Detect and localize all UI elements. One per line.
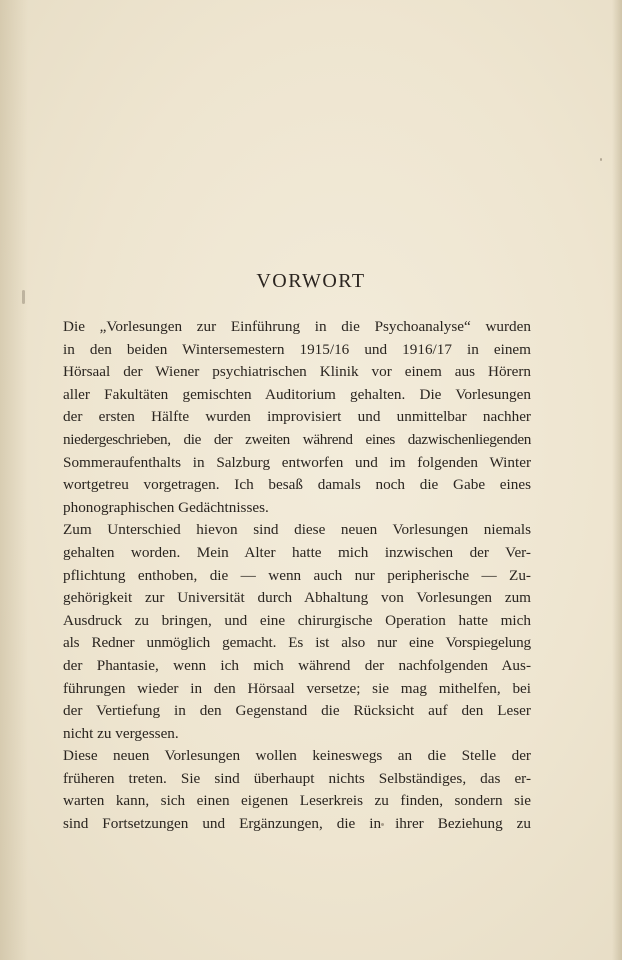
text-line: als Redner unmöglich gemacht. Es ist also nur eine Vorspiegelung	[63, 634, 531, 652]
text-line: niedergeschrieben, die der zweiten während eines dazwischenliegenden	[63, 430, 531, 448]
text-line: pflichtung enthoben, die — wenn auch nur peripherische — Zu-	[63, 566, 531, 584]
text-line: wortgetreu vorgetragen. Ich besaß damals noch die Gabe eines	[63, 476, 531, 494]
body-text	[63, 316, 531, 836]
text-line: Diese neuen Vorlesungen wollen keineswegs an die Stelle der	[63, 747, 531, 765]
text-line: phonographischen Gedächtnisses.	[63, 498, 269, 516]
text-line: der Vertiefung in den Gegenstand die Rücksicht auf den Leser	[63, 702, 531, 720]
page-shadow-left	[0, 0, 28, 960]
chapter-heading: VORWORT	[256, 270, 366, 292]
text-line: in den beiden Wintersemestern 1915/16 und 1916/17 in einem	[63, 340, 531, 358]
text-line: früheren treten. Sie sind überhaupt nichts Selbständiges, das er-	[63, 769, 531, 787]
text-line: Ausdruck zu bringen, und eine chirurgische Operation hatte mich	[63, 611, 531, 629]
text-line: Zum Unterschied hievon sind diese neuen Vorlesungen niemals	[63, 521, 531, 539]
paragraph	[63, 316, 531, 519]
paragraph	[63, 745, 531, 835]
text-line: Hörsaal der Wiener psychiatrischen Klinik vor einem aus Hörern	[63, 363, 531, 381]
text-line: der ersten Hälfte wurden improvisiert und unmittelbar nachher	[63, 408, 531, 426]
text-line: warten kann, sich einen eigenen Leserkreis zu finden, sondern sie	[63, 792, 531, 810]
paragraph	[63, 519, 531, 745]
text-line: der Phantasie, wenn ich mich während der nachfolgenden Aus-	[63, 656, 531, 674]
text-line: führungen wieder in den Hörsaal versetze; sie mag mithelfen, bei	[63, 679, 531, 697]
text-line: aller Fakultäten gemischten Auditorium gehalten. Die Vorlesungen	[63, 385, 531, 403]
paper-speck	[600, 158, 602, 161]
text-line: Sommeraufenthalts in Salzburg entworfen und im folgenden Winter	[63, 453, 531, 471]
page-shadow-right	[612, 0, 622, 960]
text-line: gehörigkeit zur Universität durch Abhaltung von Vorlesungen zum	[63, 589, 531, 607]
text-line: gehalten worden. Mein Alter hatte mich inzwischen der Ver-	[63, 543, 531, 561]
text-line: sind Fortsetzungen und Ergänzungen, die in ihrer Beziehung zu	[63, 815, 531, 833]
text-line: nicht zu vergessen.	[63, 724, 179, 742]
text-line: Die „Vorlesungen zur Einführung in die Psychoanalyse“ wurden	[63, 318, 531, 335]
